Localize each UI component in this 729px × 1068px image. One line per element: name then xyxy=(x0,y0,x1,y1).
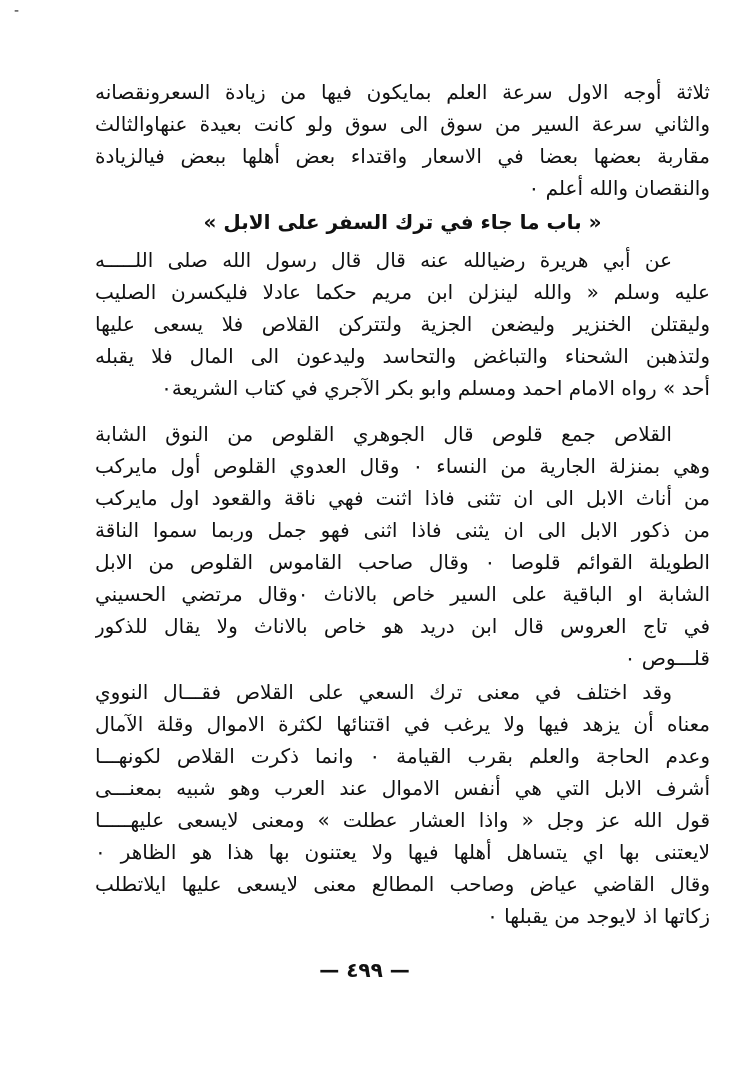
paragraph-2 xyxy=(95,244,710,404)
paragraph-4 xyxy=(95,676,710,932)
page-number: — ٤٩٩ — xyxy=(319,958,410,982)
text-line: لايعتنى بها اي يتساهل أهلها فيها ولا يعتنون بها هذا هو الظاهر ٠ xyxy=(95,840,710,864)
corner-mark: - xyxy=(14,3,20,19)
text-line: قلـــوص ٠ xyxy=(624,646,710,670)
text-line: قول الله عز وجل « واذا العشار عطلت » ومعنى لايسعى عليهـــــا xyxy=(95,808,710,832)
text-line: من ذكور الابل الى ان يثنى فاذا اثنى فهو جمل وربما سموا الناقة xyxy=(95,518,710,542)
text-line: وعدم الحاجة والعلم بقرب القيامة ٠ وانما ذكرت القلاص لكونهـــا xyxy=(95,744,710,768)
paragraph-3 xyxy=(95,418,710,674)
text-line: مقاربة بعضها بعضا في الاسعار واقتداء بعض أهلها ببعض فيالزيادة xyxy=(95,144,710,168)
text-line: من أناث الابل الى ان تثنى فاذا اثنت فهي ناقة والقعود اول مايركب xyxy=(95,486,710,510)
section-heading-block xyxy=(95,206,710,238)
text-line: وليقتلن الخنزير وليضعن الجزية ولتتركن القلاص فلا يسعى عليها xyxy=(95,312,710,336)
section-heading: « باب ما جاء في ترك السفر على الابل » xyxy=(203,210,602,234)
text-line: أحد » رواه الامام احمد ومسلم وابو بكر الآجري في كتاب الشريعة٠ xyxy=(161,376,710,400)
text-line: أشرف الابل التي هي أنفس الاموال عند العرب وهو شبيه بمعنـــى xyxy=(95,776,710,800)
text-line: ولتذهبن الشحناء والتباغض والتحاسد وليدعون الى المال فلا يقبله xyxy=(95,344,710,368)
text-line: ثلاثة أوجه الاول سرعة العلم بمايكون فيها من زيادة السعرونقصانه xyxy=(95,80,710,104)
text-line: وهي بمنزلة الجارية من النساء ٠ وقال العدوي القلوص أول مايركب xyxy=(95,454,710,478)
text-line: الطويلة القوائم قلوصا ٠ وقال صاحب القاموس القلوص من الابل xyxy=(95,550,710,574)
text-line: وقال القاضي عياض وصاحب المطالع معنى لايسعى عليها ايلاتطلب xyxy=(95,872,710,896)
text-line: وقد اختلف في معنى ترك السعي على القلاص فقـــال النووي xyxy=(95,680,672,704)
text-line: عن أبي هريرة رضيالله عنه قال قال رسول الله صلى اللـــــه xyxy=(95,248,672,272)
text-line: القلاص جمع قلوص قال الجوهري القلوص من النوق الشابة xyxy=(95,422,672,446)
text-line: الشابة او الباقية على السير خاص بالاناث ٠وقال مرتضي الحسيني xyxy=(95,582,710,606)
text-line: معناه أن يزهد فيها ولا يرغب في اقتنائها لكثرة الاموال وقلة الآمال xyxy=(95,712,710,736)
text-line: زكاتها اذ لايوجد من يقبلها ٠ xyxy=(487,904,710,928)
text-line: عليه وسلم « والله لينزلن ابن مريم حكما عادلا فليكسرن الصليب xyxy=(95,280,710,304)
text-line: والنقصان والله أعلم ٠ xyxy=(528,176,710,200)
text-line: في تاج العروس قال ابن دريد هو خاص بالاناث ولا يقال للذكور xyxy=(95,614,710,638)
text-line: والثاني سرعة السير من سوق الى سوق ولو كانت بعيدة عنهاوالثالث xyxy=(95,112,710,136)
paragraph-1 xyxy=(95,76,710,204)
